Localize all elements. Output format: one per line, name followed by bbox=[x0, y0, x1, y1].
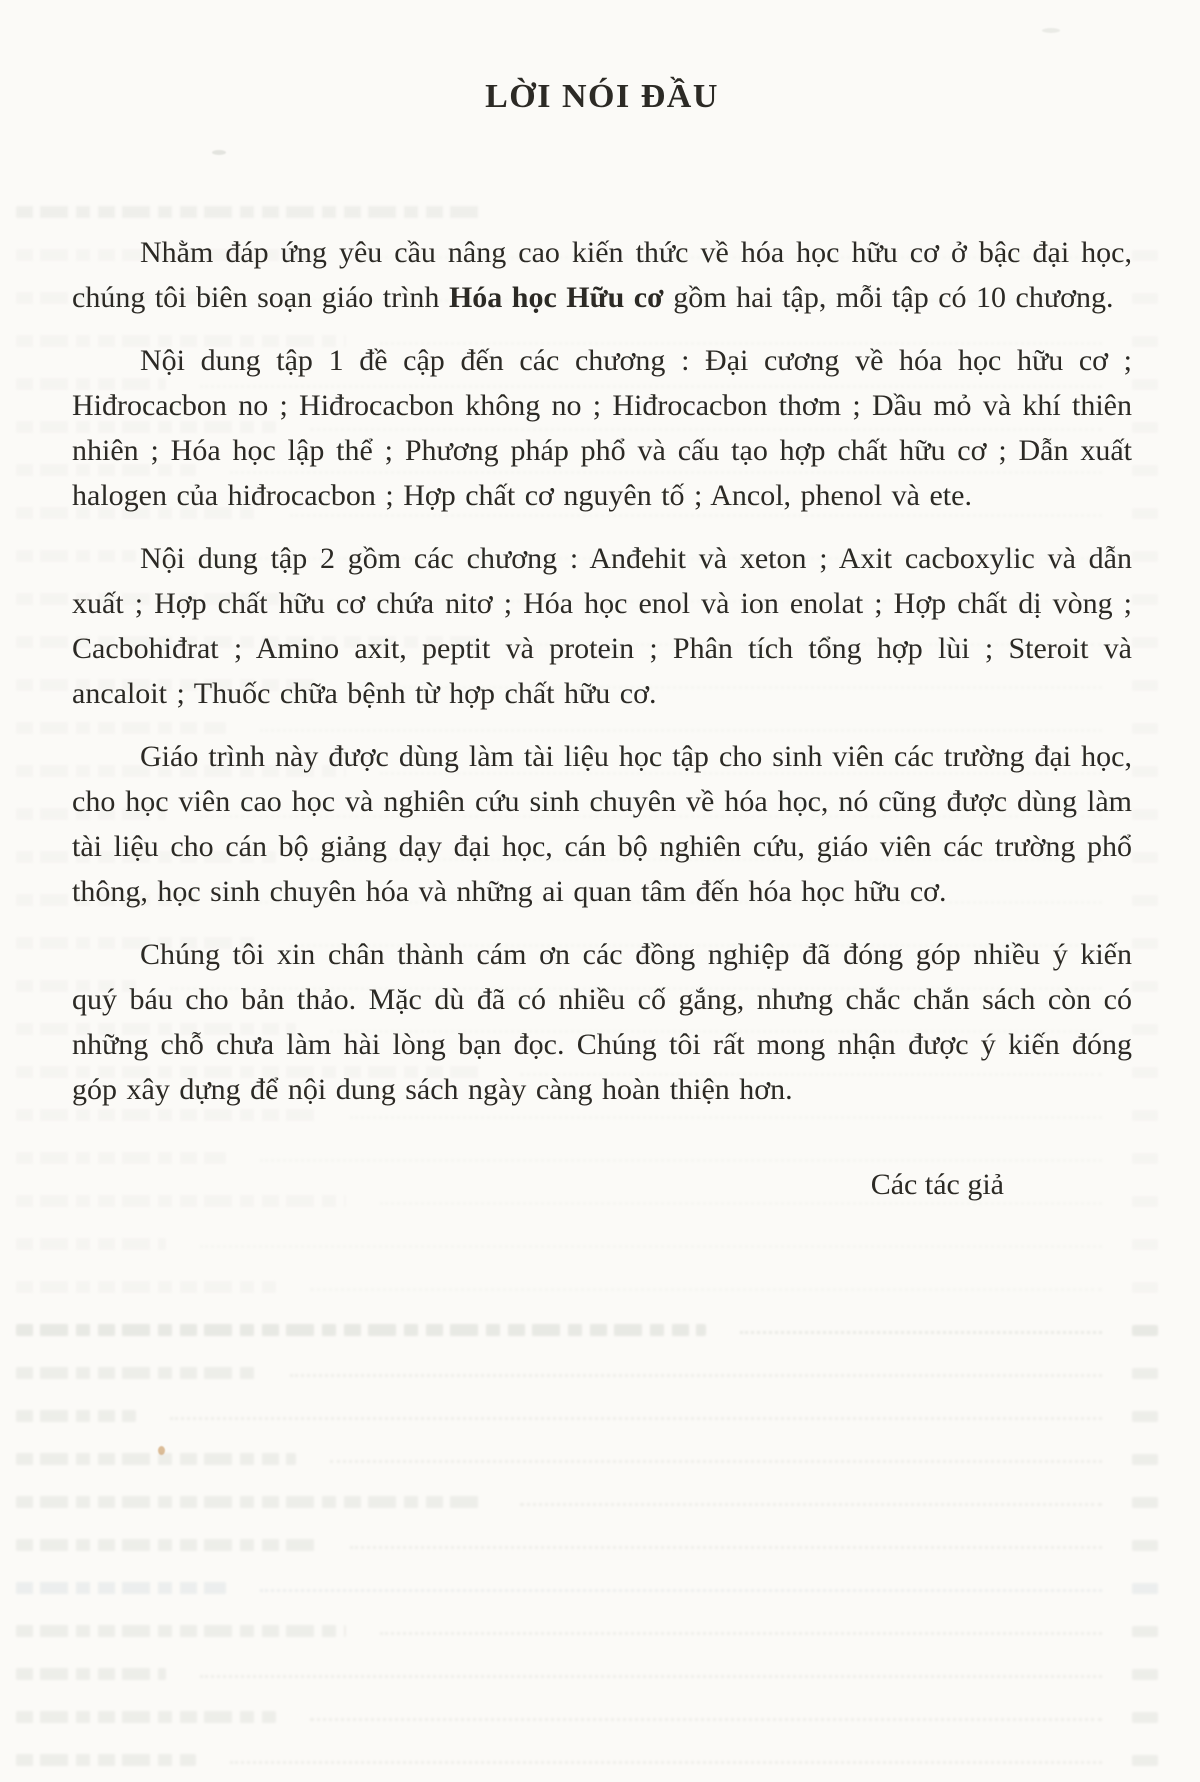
paragraph-volume1-contents: Nội dung tập 1 đề cập đến các chương : Đại cương về hóa học hữu cơ ; Hiđrocacbon no ; Hiđrocacbon không no ; Hiđrocacbon thơm ; Dầu mỏ và khí thiên nhiên ; Hóa học lập thể ; Phương pháp phổ và cấu tạo hợp chất hữu cơ ; Dẫn xuất halogen của hiđrocacbon ; Hợp chất cơ nguyên tố ; Ancol, phenol và ete. bbox=[72, 344, 1132, 512]
bleedthrough-text-blob bbox=[16, 1754, 196, 1766]
bleedthrough-line bbox=[16, 1278, 1158, 1296]
bleedthrough-dot-leader bbox=[330, 1460, 1102, 1463]
bleedthrough-page-number-blob bbox=[1132, 508, 1158, 519]
bleedthrough-dot-leader bbox=[310, 1288, 1102, 1291]
bleedthrough-page-number-blob bbox=[1132, 723, 1158, 734]
bleedthrough-page-number-blob bbox=[1132, 1024, 1158, 1035]
bleedthrough-page-number-blob bbox=[1132, 594, 1158, 605]
bleedthrough-page-number-blob bbox=[1132, 1153, 1158, 1164]
bleedthrough-line bbox=[16, 1708, 1158, 1726]
bleedthrough-text-blob bbox=[16, 1668, 166, 1680]
bleedthrough-page-number-blob bbox=[1132, 250, 1158, 261]
bleedthrough-line bbox=[16, 1536, 1158, 1554]
bleedthrough-page-number-blob bbox=[1132, 938, 1158, 949]
bleedthrough-page-number-blob bbox=[1132, 293, 1158, 304]
page-title: LỜI NÓI ĐẦU bbox=[485, 78, 719, 115]
bleedthrough-page-number-blob bbox=[1132, 852, 1158, 863]
bleedthrough-page-number-blob bbox=[1132, 766, 1158, 777]
bleedthrough-dot-leader bbox=[740, 1331, 1102, 1334]
bleedthrough-page-number-blob bbox=[1132, 1540, 1158, 1551]
bleedthrough-line bbox=[16, 1450, 1158, 1468]
bleedthrough-text-blob bbox=[16, 1711, 276, 1723]
bleedthrough-page-number-blob bbox=[1132, 1583, 1158, 1594]
paragraph-volume2-contents: Nội dung tập 2 gồm các chương : Anđehit và xeton ; Axit cacboxylic và dẫn xuất ; Hợp chất hữu cơ chứa nitơ ; Hóa học enol và ion enolat ; Hợp chất dị vòng ; Cacbohiđrat ; Amino axit, peptit và protein ; Phân tích tổng hợp lùi ; Steroit và ancaloit ; Thuốc chữa bệnh từ hợp chất hữu cơ. bbox=[72, 542, 1132, 710]
bleedthrough-text-blob bbox=[16, 1625, 346, 1637]
bleedthrough-dot-leader bbox=[200, 1675, 1102, 1678]
bleedthrough-page-number-blob bbox=[1132, 1239, 1158, 1250]
bleedthrough-page-number-blob bbox=[1132, 422, 1158, 433]
bleedthrough-dot-leader bbox=[380, 1632, 1102, 1635]
book-title-bold: Hóa học Hữu cơ bbox=[448, 281, 664, 314]
bleedthrough-page-number-blob bbox=[1132, 1626, 1158, 1637]
bleedthrough-page-number-blob bbox=[1132, 809, 1158, 820]
bleedthrough-page-number-blob bbox=[1132, 1282, 1158, 1293]
bleedthrough-text-blob bbox=[16, 1238, 166, 1250]
bleedthrough-dot-leader bbox=[200, 1245, 1102, 1248]
bleedthrough-dot-leader bbox=[170, 1417, 1102, 1420]
paragraph-audience: Giáo trình này được dùng làm tài liệu học tập cho sinh viên các trường đại học, cho học viên cao học và nghiên cứu sinh chuyên về hóa học, nó cũng được dùng làm tài liệu cho cán bộ giảng dạy đại học, cán bộ nghiên cứu, giáo viên các trường phổ thông, học sinh chuyên hóa và những ai quan tâm đến hóa học hữu cơ. bbox=[72, 740, 1132, 908]
bleedthrough-dot-leader bbox=[260, 1589, 1102, 1592]
bleedthrough-text-blob bbox=[16, 1453, 296, 1465]
bleedthrough-page-number-blob bbox=[1132, 1669, 1158, 1680]
bleedthrough-page-number-blob bbox=[1132, 1497, 1158, 1508]
bleedthrough-page-number-blob bbox=[1132, 637, 1158, 648]
bleedthrough-line bbox=[16, 1235, 1158, 1253]
paragraph-intro-text-start: Nhằm đáp ứng yêu cầu nâng cao kiến thức về hóa học hữu cơ ở bậc đại học, chúng tôi biên soạn giáo trình bbox=[72, 236, 1132, 314]
bleedthrough-page-number-blob bbox=[1132, 465, 1158, 476]
paragraph-acknowledgement: Chúng tôi xin chân thành cám ơn các đồng nghiệp đã đóng góp nhiều ý kiến quý báu cho bản thảo. Mặc dù đã có nhiều cố gắng, nhưng chắc chắn sách còn có những chỗ chưa làm hài lòng bạn đọc. Chúng tôi rất mong nhận được ý kiến đóng góp xây dựng để nội dung sách ngày càng hoàn thiện hơn. bbox=[72, 938, 1132, 1106]
bleedthrough-line bbox=[16, 1751, 1158, 1769]
bleedthrough-page-number-blob bbox=[1132, 680, 1158, 691]
bleedthrough-line bbox=[16, 1364, 1158, 1382]
bleedthrough-page-number-blob bbox=[1132, 336, 1158, 347]
scan-speck bbox=[158, 1446, 165, 1455]
bleedthrough-page-number-blob bbox=[1132, 551, 1158, 562]
bleedthrough-text-blob bbox=[16, 1496, 486, 1508]
bleedthrough-page-number-blob bbox=[1132, 1110, 1158, 1121]
bleedthrough-dot-leader bbox=[230, 1761, 1102, 1764]
bleedthrough-page-number-blob bbox=[1132, 1712, 1158, 1723]
bleedthrough-line bbox=[16, 1321, 1158, 1339]
bleedthrough-text-blob bbox=[16, 1582, 226, 1594]
bleedthrough-line bbox=[16, 1579, 1158, 1597]
bleedthrough-page-number-blob bbox=[1132, 1067, 1158, 1078]
bleedthrough-line bbox=[16, 1622, 1158, 1640]
bleedthrough-line bbox=[16, 1493, 1158, 1511]
bleedthrough-dot-leader bbox=[520, 1503, 1102, 1506]
bleedthrough-text-blob bbox=[16, 1281, 276, 1293]
signature-authors: Các tác giả bbox=[870, 1168, 1004, 1201]
bleedthrough-page-number-blob bbox=[1132, 981, 1158, 992]
bleedthrough-page-number-blob bbox=[1132, 1368, 1158, 1379]
bleedthrough-line bbox=[16, 1407, 1158, 1425]
paragraph-intro bbox=[72, 230, 1132, 320]
bleedthrough-text-blob bbox=[16, 1539, 316, 1551]
paragraph-intro-text-end: gồm hai tập, mỗi tập có 10 chương. bbox=[663, 281, 1114, 314]
bleedthrough-line bbox=[16, 1665, 1158, 1683]
bleedthrough-page-number-blob bbox=[1132, 895, 1158, 906]
bleedthrough-dot-leader bbox=[350, 1546, 1102, 1549]
bleedthrough-text-blob bbox=[16, 1324, 706, 1336]
bleedthrough-text-blob bbox=[16, 1367, 256, 1379]
page-content bbox=[72, 0, 1132, 1202]
bleedthrough-page-number-blob bbox=[1132, 1454, 1158, 1465]
bleedthrough-dot-leader bbox=[290, 1374, 1102, 1377]
bleedthrough-page-number-blob bbox=[1132, 1755, 1158, 1766]
bleedthrough-text-blob bbox=[16, 1410, 136, 1422]
bleedthrough-dot-leader bbox=[380, 1202, 1102, 1205]
bleedthrough-page-number-blob bbox=[1132, 1411, 1158, 1422]
foreword-text bbox=[72, 230, 1132, 1112]
bleedthrough-page-number-blob bbox=[1132, 1325, 1158, 1336]
bleedthrough-dot-leader bbox=[310, 1718, 1102, 1721]
bleedthrough-page-number-blob bbox=[1132, 1196, 1158, 1207]
bleedthrough-page-number-blob bbox=[1132, 379, 1158, 390]
